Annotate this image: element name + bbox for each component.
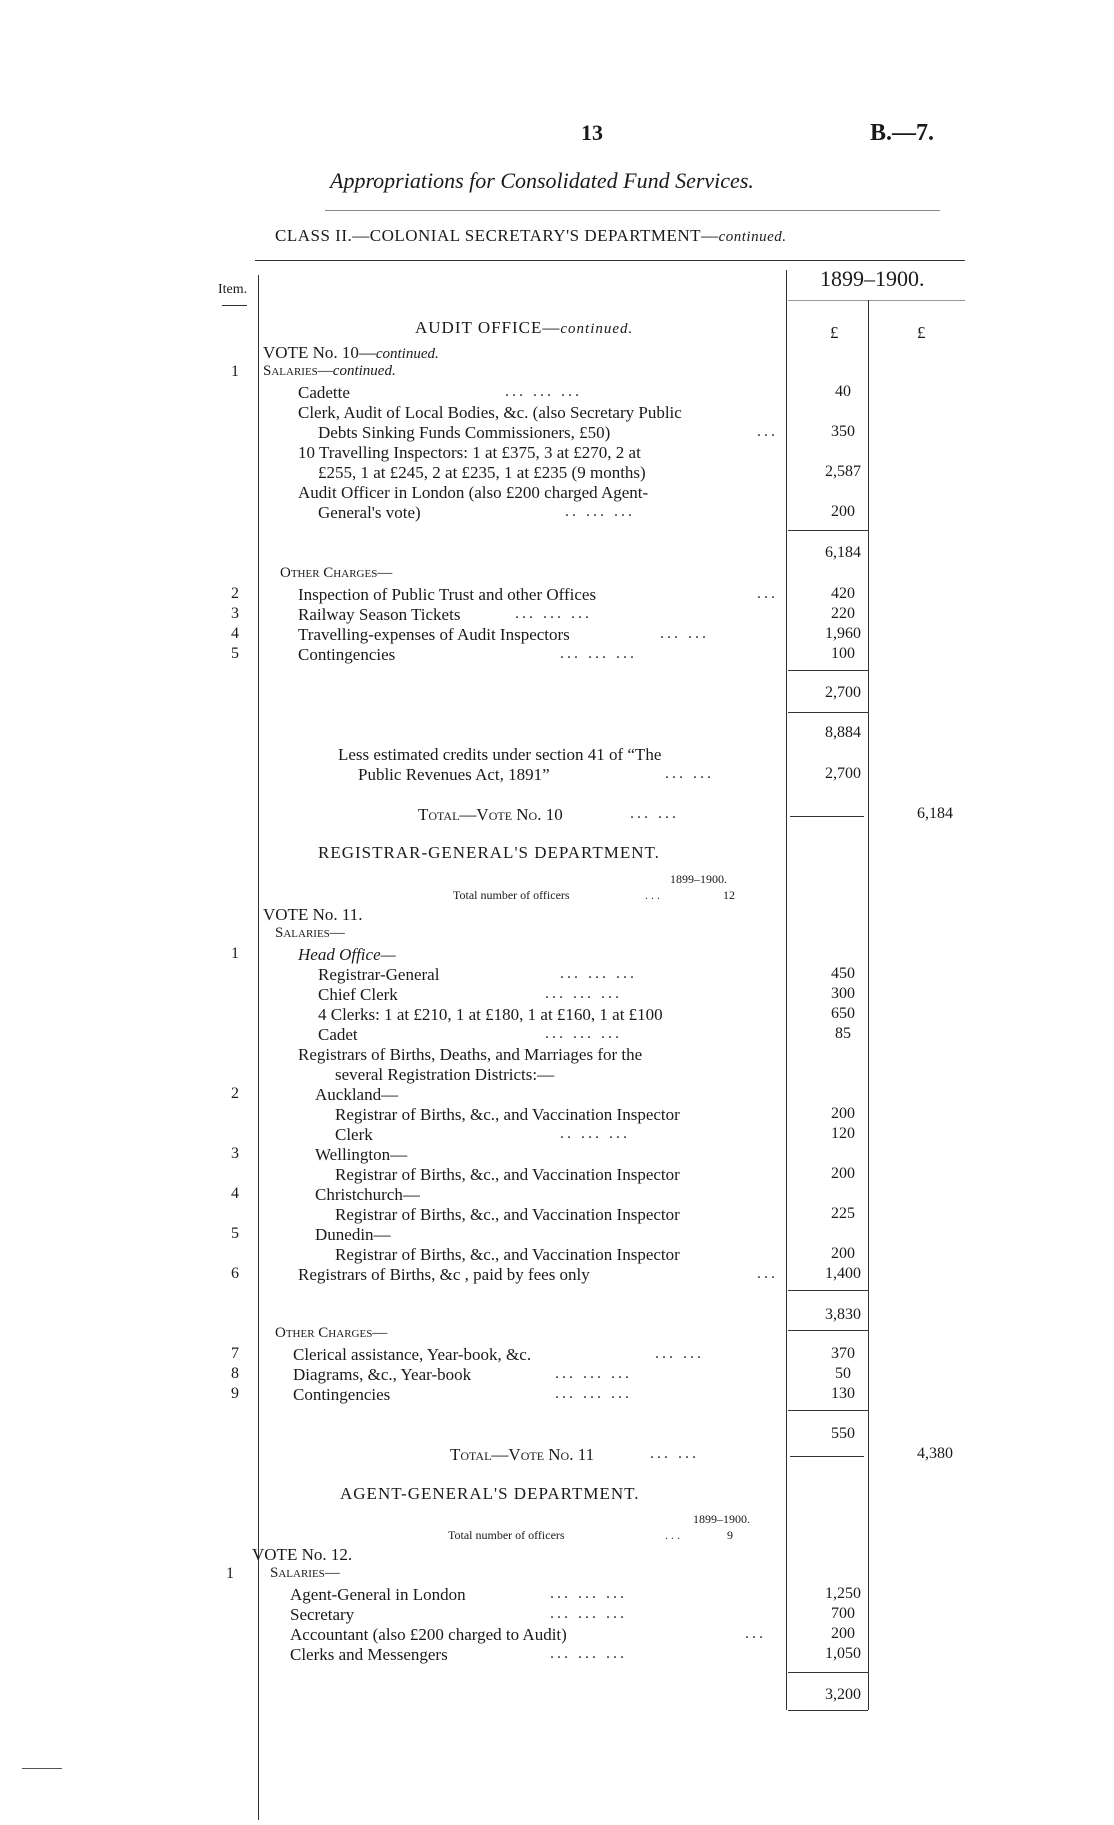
salary-row-label: Secretary bbox=[290, 1605, 355, 1624]
leader-dots: ... ... ... bbox=[515, 605, 592, 622]
leader-dots: ... ... bbox=[650, 1445, 699, 1462]
charge-row-amount: 220 bbox=[831, 605, 855, 622]
leader-dots: ... ... bbox=[655, 1345, 704, 1362]
officers-label: Total number of officers bbox=[453, 888, 570, 902]
item-number: 1 bbox=[231, 363, 239, 380]
item-number: 5 bbox=[231, 1225, 239, 1242]
other-charges-heading: Other Charges— bbox=[275, 1325, 388, 1341]
margin-mark bbox=[22, 1768, 62, 1769]
salaries-heading: Salaries— bbox=[270, 1565, 340, 1581]
salary-row-amount: 40 bbox=[835, 383, 851, 400]
gross-total: 8,884 bbox=[825, 724, 861, 741]
salary-row-label: 10 Travelling Inspectors: 1 at £375, 3 at £270, 2 at bbox=[298, 443, 641, 462]
item-column-header: Item. bbox=[218, 282, 248, 297]
salary-row-amount: 85 bbox=[835, 1025, 851, 1042]
salary-row-label: Registrar of Births, &c., and Vaccination Inspector bbox=[335, 1245, 680, 1264]
salary-row-label: General's vote) bbox=[318, 503, 421, 522]
leader-dots: .. ... ... bbox=[565, 503, 635, 520]
divider bbox=[222, 305, 247, 306]
class-heading: CLASS II.—COLONIAL SECRETARY'S DEPARTMENT—continued. bbox=[275, 226, 787, 245]
total-rule bbox=[788, 1710, 868, 1711]
leader-dots: ... bbox=[645, 888, 663, 902]
salary-row-amount: 450 bbox=[831, 965, 855, 982]
leader-dots: ... ... ... bbox=[505, 383, 582, 400]
vote-10-heading: VOTE No. 10—continued. bbox=[263, 343, 439, 362]
salary-row-label: £255, 1 at £245, 2 at £235, 1 at £235 (9 months) bbox=[318, 463, 646, 482]
vote-12-salaries-total: 3,200 bbox=[825, 1686, 861, 1703]
salary-row-amount: 200 bbox=[831, 1105, 855, 1122]
leader-dots: ... ... ... bbox=[545, 1025, 622, 1042]
officers-count: 12 bbox=[723, 888, 735, 902]
head-office-heading: Head Office— bbox=[298, 945, 396, 964]
leader-dots: ... ... bbox=[665, 765, 714, 782]
subtotal-rule bbox=[788, 1330, 868, 1331]
vote-11-heading: VOTE No. 11. bbox=[263, 905, 363, 924]
vote-12-heading: VOTE No. 12. bbox=[252, 1545, 353, 1564]
registrars-heading: Registrars of Births, Deaths, and Marriages for the bbox=[298, 1045, 643, 1064]
salary-row-label: Clerk, Audit of Local Bodies, &c. (also Secretary Public bbox=[298, 403, 682, 422]
salary-row-amount: 200 bbox=[831, 1625, 855, 1642]
salary-row-amount: 650 bbox=[831, 1005, 855, 1022]
officers-year: 1899–1900. bbox=[693, 1512, 750, 1526]
officers-count: 9 bbox=[727, 1528, 733, 1542]
salary-row-amount: 1,050 bbox=[825, 1645, 861, 1662]
divider bbox=[788, 300, 965, 301]
charge-row-label: Contingencies bbox=[293, 1385, 391, 1404]
currency-symbol-1: £ bbox=[830, 323, 839, 342]
salary-row-amount: 350 bbox=[831, 423, 855, 440]
vote-11-total-label: Total—Vote No. 11 bbox=[450, 1445, 595, 1464]
district-auckland: Auckland— bbox=[315, 1085, 399, 1104]
salaries-subtotal: 6,184 bbox=[825, 544, 861, 561]
district-wellington: Wellington— bbox=[315, 1145, 408, 1164]
salary-row-label: Chief Clerk bbox=[318, 985, 398, 1004]
leader-dots: ... ... ... bbox=[560, 965, 637, 982]
charge-row-amount: 100 bbox=[831, 645, 855, 662]
leader-dots: ... bbox=[745, 1625, 766, 1642]
audit-office-title: AUDIT OFFICE—continued. bbox=[415, 318, 634, 337]
leader-dots: ... ... bbox=[660, 625, 709, 642]
charge-row-label: Inspection of Public Trust and other Offices bbox=[298, 585, 597, 604]
currency-symbol-2: £ bbox=[917, 323, 926, 342]
subtotal-rule bbox=[788, 670, 868, 671]
salary-row-label: Registrar of Births, &c., and Vaccination Inspector bbox=[335, 1165, 680, 1184]
subtotal-rule bbox=[788, 1410, 868, 1411]
leader-dots: ... ... ... bbox=[545, 985, 622, 1002]
less-credits-label: Public Revenues Act, 1891” bbox=[358, 765, 550, 784]
salary-row-label: Cadette bbox=[298, 383, 350, 402]
other-charges-heading: Other Charges— bbox=[280, 565, 393, 581]
item-number: 9 bbox=[231, 1385, 239, 1402]
salary-row-label: Registrar-General bbox=[318, 965, 440, 984]
salary-row-amount: 225 bbox=[831, 1205, 855, 1222]
leader-dots: ... ... ... bbox=[550, 1645, 627, 1662]
agent-general-title: AGENT-GENERAL'S DEPARTMENT. bbox=[340, 1484, 640, 1503]
leader-dots: ... ... ... bbox=[550, 1585, 627, 1602]
less-credits-label: Less estimated credits under section 41 of “The bbox=[338, 745, 662, 764]
subtotal-rule bbox=[788, 1290, 868, 1291]
item-number: 2 bbox=[231, 1085, 239, 1102]
item-number: 6 bbox=[231, 1265, 239, 1282]
subtotal-rule bbox=[788, 1672, 868, 1673]
item-number: 7 bbox=[231, 1345, 239, 1362]
charge-row-amount: 50 bbox=[835, 1365, 851, 1382]
registrar-general-title: REGISTRAR-GENERAL'S DEPARTMENT. bbox=[318, 843, 660, 862]
item-number: 1 bbox=[226, 1565, 234, 1582]
salary-row-label: Agent-General in London bbox=[290, 1585, 466, 1604]
amount-column-rule-left bbox=[786, 270, 787, 1710]
officers-label: Total number of officers bbox=[448, 1528, 565, 1542]
salary-row-amount: 300 bbox=[831, 985, 855, 1002]
item-column-rule bbox=[258, 275, 259, 1820]
salary-row-label: Clerk bbox=[335, 1125, 373, 1144]
charge-row-label: Railway Season Tickets bbox=[298, 605, 461, 624]
salary-row-amount: 2,587 bbox=[825, 463, 861, 480]
charge-row-amount: 420 bbox=[831, 585, 855, 602]
item-number: 1 bbox=[231, 945, 239, 962]
leader-dots: ... ... ... bbox=[550, 1605, 627, 1622]
leader-dots: ... bbox=[665, 1528, 683, 1542]
item-number: 8 bbox=[231, 1365, 239, 1382]
other-charges-subtotal: 2,700 bbox=[825, 684, 861, 701]
total-rule bbox=[790, 1456, 864, 1457]
leader-dots: ... bbox=[757, 585, 778, 602]
item-number: 3 bbox=[231, 605, 239, 622]
salaries-heading: Salaries—continued. bbox=[263, 363, 396, 379]
registrars-heading: several Registration Districts:— bbox=[335, 1065, 555, 1084]
salaries-heading: Salaries— bbox=[275, 925, 345, 941]
salary-row-amount: 1,250 bbox=[825, 1585, 861, 1602]
total-rule bbox=[790, 816, 864, 817]
salary-row-label: Accountant (also £200 charged to Audit) bbox=[290, 1625, 567, 1644]
salaries-subtotal: 3,830 bbox=[825, 1306, 861, 1323]
leader-dots: ... ... ... bbox=[555, 1385, 632, 1402]
page-number: 13 bbox=[581, 120, 603, 145]
salary-row-amount: 1,400 bbox=[825, 1265, 861, 1282]
district-christchurch: Christchurch— bbox=[315, 1185, 420, 1204]
subtotal-rule bbox=[788, 530, 868, 531]
other-charges-subtotal: 550 bbox=[831, 1425, 855, 1442]
leader-dots: ... ... ... bbox=[555, 1365, 632, 1382]
year-column-header: 1899–1900. bbox=[820, 266, 925, 291]
salary-row-label: Audit Officer in London (also £200 charged Agent- bbox=[298, 483, 649, 502]
item-number: 4 bbox=[231, 625, 239, 642]
item-number: 2 bbox=[231, 585, 239, 602]
salary-row-amount: 200 bbox=[831, 1165, 855, 1182]
divider bbox=[255, 260, 965, 261]
vote-10-total-amount: 6,184 bbox=[917, 805, 953, 822]
less-credits-amount: 2,700 bbox=[825, 765, 861, 782]
charge-row-label: Clerical assistance, Year-book, &c. bbox=[293, 1345, 532, 1364]
leader-dots: ... ... ... bbox=[560, 645, 637, 662]
document-code: B.—7. bbox=[870, 120, 935, 146]
salary-row-label: Debts Sinking Funds Commissioners, £50) bbox=[318, 423, 611, 442]
leader-dots: ... ... bbox=[630, 805, 679, 822]
salary-row-label: Registrar of Births, &c., and Vaccination Inspector bbox=[335, 1105, 680, 1124]
item-number: 4 bbox=[231, 1185, 239, 1202]
salary-row-amount: 700 bbox=[831, 1605, 855, 1622]
salary-row-label: Registrar of Births, &c., and Vaccination Inspector bbox=[335, 1205, 680, 1224]
salary-row-label: Cadet bbox=[318, 1025, 358, 1044]
salary-row-label: Clerks and Messengers bbox=[290, 1645, 448, 1664]
charge-row-amount: 1,960 bbox=[825, 625, 861, 642]
officers-year: 1899–1900. bbox=[670, 872, 727, 886]
item-number: 3 bbox=[231, 1145, 239, 1162]
charge-row-amount: 370 bbox=[831, 1345, 855, 1362]
charge-row-label: Contingencies bbox=[298, 645, 396, 664]
salary-row-label: Registrars of Births, &c , paid by fees only bbox=[298, 1265, 590, 1284]
leader-dots: ... bbox=[757, 1265, 778, 1282]
page-subtitle: Appropriations for Consolidated Fund Services. bbox=[330, 168, 754, 193]
salary-row-amount: 200 bbox=[831, 1245, 855, 1262]
subtotal-rule bbox=[788, 712, 868, 713]
charge-row-label: Diagrams, &c., Year-book bbox=[293, 1365, 472, 1384]
leader-dots: ... bbox=[757, 423, 778, 440]
divider bbox=[325, 210, 940, 211]
charge-row-label: Travelling-expenses of Audit Inspectors bbox=[298, 625, 570, 644]
salary-row-amount: 120 bbox=[831, 1125, 855, 1142]
leader-dots: .. ... ... bbox=[560, 1125, 630, 1142]
vote-10-total-label: Total—Vote No. 10 bbox=[418, 805, 563, 824]
vote-11-total-amount: 4,380 bbox=[917, 1445, 953, 1462]
salary-row-amount: 200 bbox=[831, 503, 855, 520]
charge-row-amount: 130 bbox=[831, 1385, 855, 1402]
salary-row-label: 4 Clerks: 1 at £210, 1 at £180, 1 at £160, 1 at £100 bbox=[318, 1005, 663, 1024]
district-dunedin: Dunedin— bbox=[315, 1225, 391, 1244]
item-number: 5 bbox=[231, 645, 239, 662]
